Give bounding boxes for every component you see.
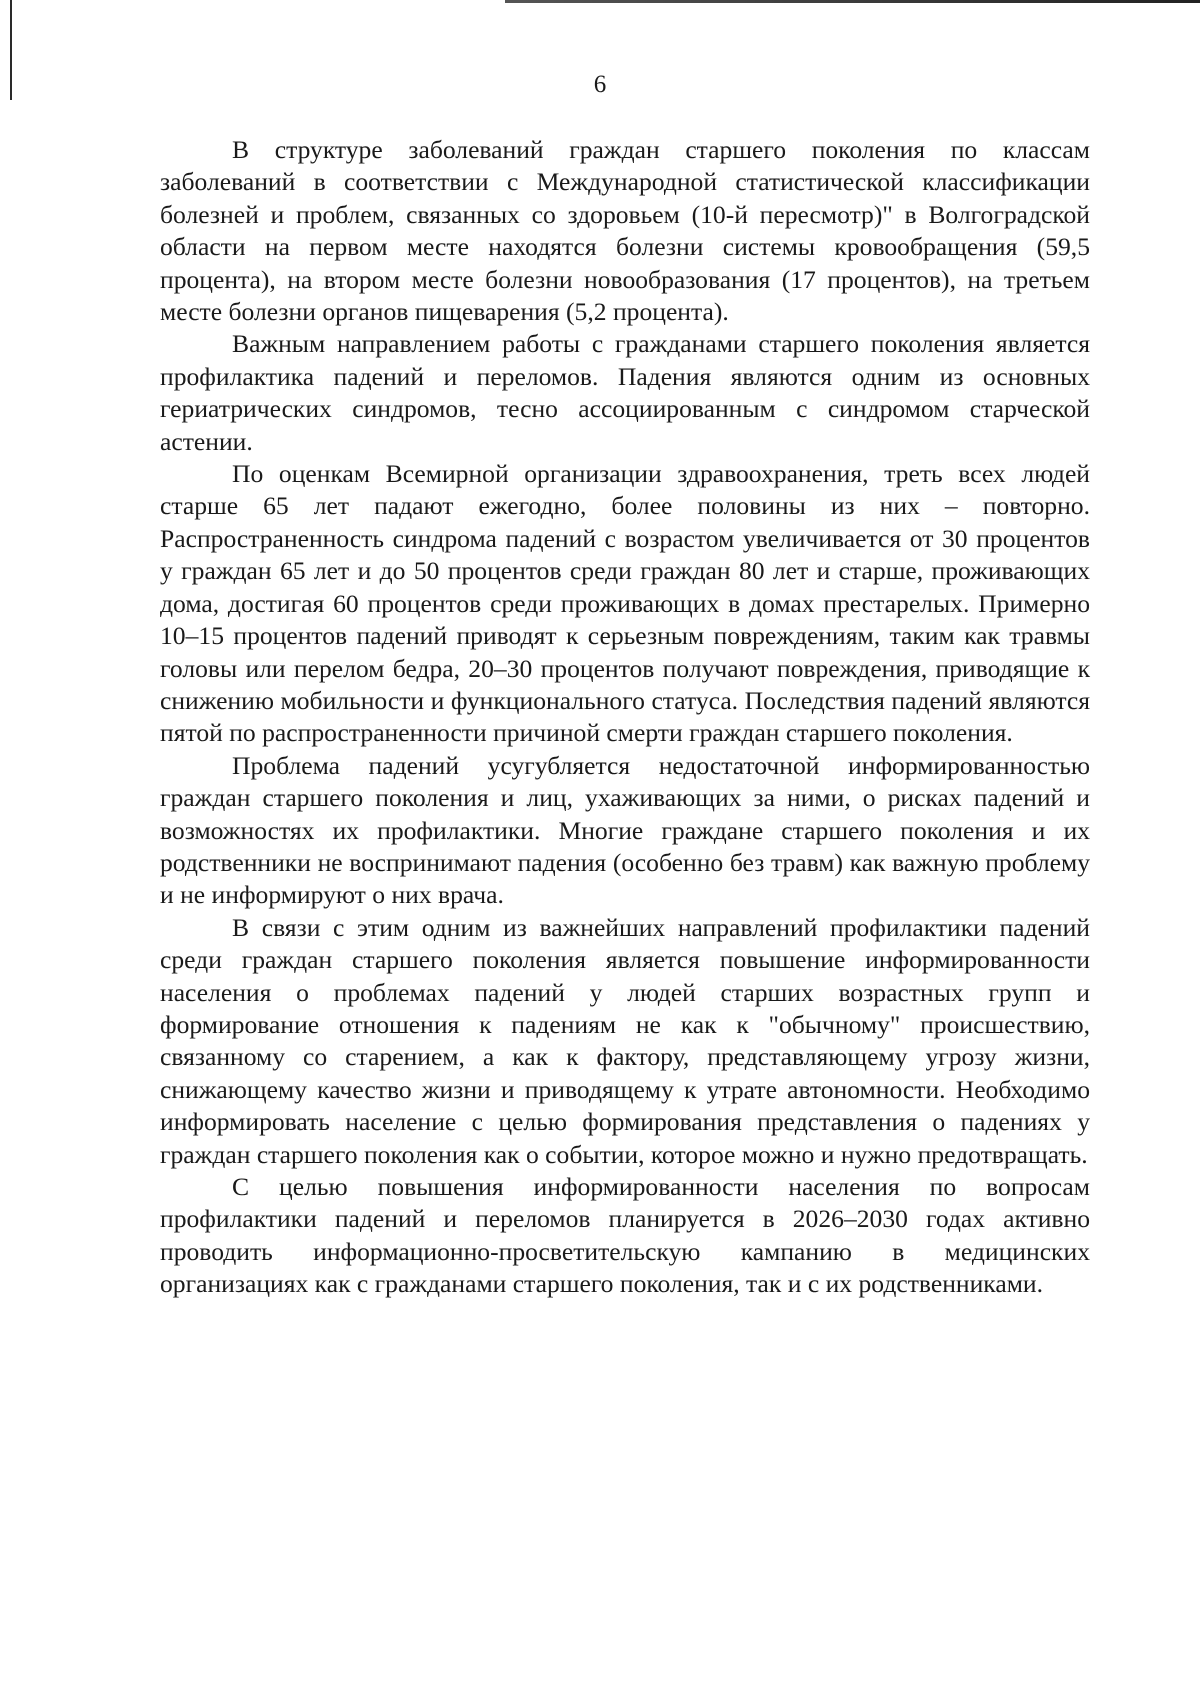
paragraph-fall-prevention: Важным направлением работы с гражданами старшего поколения является профилактика падений и переломов. Падения являются одним из основных гериатрических синдромов, тесно ассоциированным с синдромом старческой астении.	[160, 329, 1090, 456]
page-number: 6	[593, 71, 607, 98]
document-body	[160, 134, 1090, 1301]
paragraph-prevention-directions: В связи с этим одним из важнейших направлений профилактики падений среди граждан старшего поколения является повышение информированности населения о проблемах падений у людей старших возрастных групп и формирование отношения к падениям не как к "обычному" происшествию, связанному со старением, а как к фактору, представляющему угрозу жизни, снижающему качество жизни и приводящему к утрате автономности. Необходимо информировать население с целью формирования представления о падениях у граждан старшего поколения как о событии, которое можно и нужно предотвращать.	[160, 912, 1090, 1169]
paragraph-who-estimates: По оценкам Всемирной организации здравоохранения, треть всех людей старше 65 лет падают ежегодно, более половины из них – повторно. Распространенность синдрома падений с возрастом увеличивается от 30 процентов у граждан 65 лет и до 50 процентов среди граждан 80 лет и старше, проживающих дома, достигая 60 процентов среди проживающих в домах престарелых. Примерно 10–15 процентов падений приводят к серьезным повреждениям, таким как травмы головы или перелом бедра, 20–30 процентов получают повреждения, приводящие к снижению мобильности и функционального статуса. Последствия падений являются пятой по распространенности причиной смерти граждан старшего поколения.	[160, 459, 1090, 748]
paragraph-awareness-problem: Проблема падений усугубляется недостаточной информированностью граждан старшего поколения и лиц, ухаживающих за ними, о рисках падений и возможностях их профилактики. Многие граждане старшего поколения и их родственники не воспринимают падения (особенно без травм) как важную проблему и не информируют о них врача.	[160, 750, 1090, 910]
paragraph-information-campaign: С целью повышения информированности населения по вопросам профилактики падений и переломов планируется в 2026–2030 годах активно проводить информационно-просветительскую кампанию в медицинских организациях как с гражданами старшего поколения, так и с их родственниками.	[160, 1172, 1090, 1299]
paragraph-disease-structure: В структуре заболеваний граждан старшего поколения по классам заболеваний в соответствии с Международной статистической классификации болезней и проблем, связанных со здоровьем (10-й пересмотр)" в Волгоградской области на первом месте находятся болезни системы кровообращения (59,5 процента), на втором месте болезни новообразования (17 процентов), на третьем месте болезни органов пищеварения (5,2 процента).	[160, 135, 1090, 327]
scan-edge-top	[505, 0, 1200, 3]
